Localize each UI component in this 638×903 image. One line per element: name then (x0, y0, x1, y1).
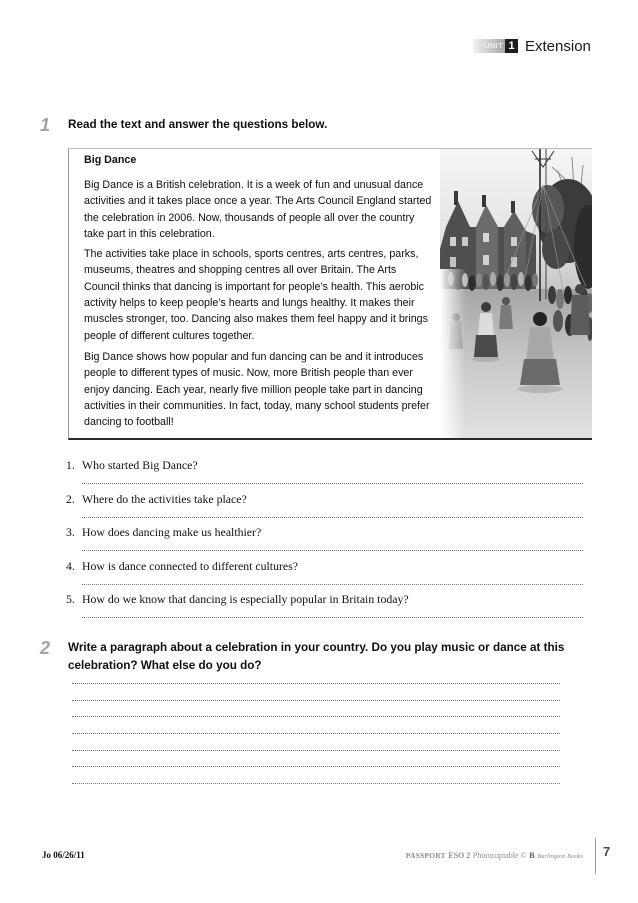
exercise-2-number: 2 (40, 638, 51, 658)
question-number: 3. (66, 525, 75, 539)
writing-lines (72, 683, 560, 800)
article-paragraph-2 (84, 246, 431, 344)
question-text: Who started Big Dance? (82, 458, 198, 472)
text-line: activities and it takes place once a year. The Arts Council England started (84, 195, 432, 208)
answer-line (82, 483, 583, 484)
question-item (66, 492, 583, 526)
answer-line (72, 716, 560, 733)
text-line: Council thinks that dancing is important for people’s health. This aerobic (84, 280, 425, 293)
text-line: activities in their communities. In fact, today, many school students prefer (84, 400, 430, 413)
question-number: 5. (66, 592, 75, 606)
answer-line (82, 517, 583, 518)
unit-number: 1 (505, 39, 518, 53)
unit-label: UNIT (473, 39, 505, 53)
text-line: muscles stronger, too. Dancing also makes them feel happy and it brings (84, 313, 428, 326)
question-item (66, 525, 583, 559)
footer-code: Jo 06/26/11 (42, 850, 85, 860)
question-number: 1. (66, 458, 75, 472)
section-title: Extension (525, 38, 591, 55)
reading-box (68, 148, 592, 440)
question-text: How is dance connected to different cultures? (82, 558, 298, 573)
text-line: dancing to football! (84, 416, 174, 429)
exercise-2-instruction: Write a paragraph about a celebration in your country. Do you play music or dance at this celebration? What else do you do? (68, 641, 565, 672)
question-text: Where do the activities take place? (82, 491, 247, 506)
article (84, 152, 431, 431)
answer-line (82, 617, 583, 618)
text-line: people of different cultures together. (84, 329, 255, 342)
question-number: 2. (66, 491, 75, 506)
answer-line (72, 683, 560, 700)
text-line: The activities take place in schools, sports centres, arts centres, parks, (84, 247, 419, 260)
answer-line (72, 733, 560, 750)
text-line: Big Dance shows how popular and fun dancing can be and it introduces (84, 350, 424, 363)
article-paragraph-1 (84, 177, 431, 243)
text-line: take part in this celebration. (84, 228, 215, 241)
answer-line (82, 584, 583, 585)
question-item (66, 559, 583, 593)
text-line: enjoy dancing. Each year, nearly five million people take part in dancing (84, 383, 423, 396)
article-paragraph-3 (84, 349, 431, 431)
answer-line (72, 766, 560, 783)
answer-line (72, 700, 560, 717)
footer-credit (406, 849, 583, 863)
question-item (66, 592, 583, 626)
text-line: Big Dance is a British celebration. It is a week of fun and unusual dance (84, 178, 424, 191)
article-title: Big Dance (84, 154, 137, 166)
question-list (66, 458, 583, 626)
text-line: people to different types of music. Now, more British people than ever (84, 367, 413, 380)
exercise-1-number: 1 (40, 115, 51, 135)
footer-divider (595, 838, 596, 874)
course-level: ESO 2 (448, 851, 471, 860)
question-text: How do we know that dancing is especially popular in Britain today? (82, 592, 409, 606)
text-line: the celebration in 2006. Now, thousands of people all over the country (84, 211, 415, 224)
publisher-name: Burlington Books (537, 853, 583, 860)
maypole-dance-photo (440, 149, 592, 438)
text-line: activity helps to keep people’s hearts and lungs healthy. It makes their (84, 297, 415, 310)
copyright-notice: Photocopiable © (472, 851, 527, 860)
course-name: PASSPORT (405, 851, 446, 860)
question-text: How does dancing make us healthier? (82, 525, 262, 539)
question-number: 4. (66, 558, 75, 573)
answer-line (72, 750, 560, 767)
answer-line (82, 550, 583, 551)
question-item (66, 458, 583, 492)
answer-line (72, 783, 560, 800)
page-number: 7 (603, 844, 611, 859)
publisher-logo-icon: B (529, 850, 535, 860)
text-line: museums, theatres and shopping centres all over Britain. The Arts (84, 264, 397, 277)
exercise-1-instruction: Read the text and answer the questions below. (68, 118, 328, 131)
unit-header (473, 39, 591, 54)
